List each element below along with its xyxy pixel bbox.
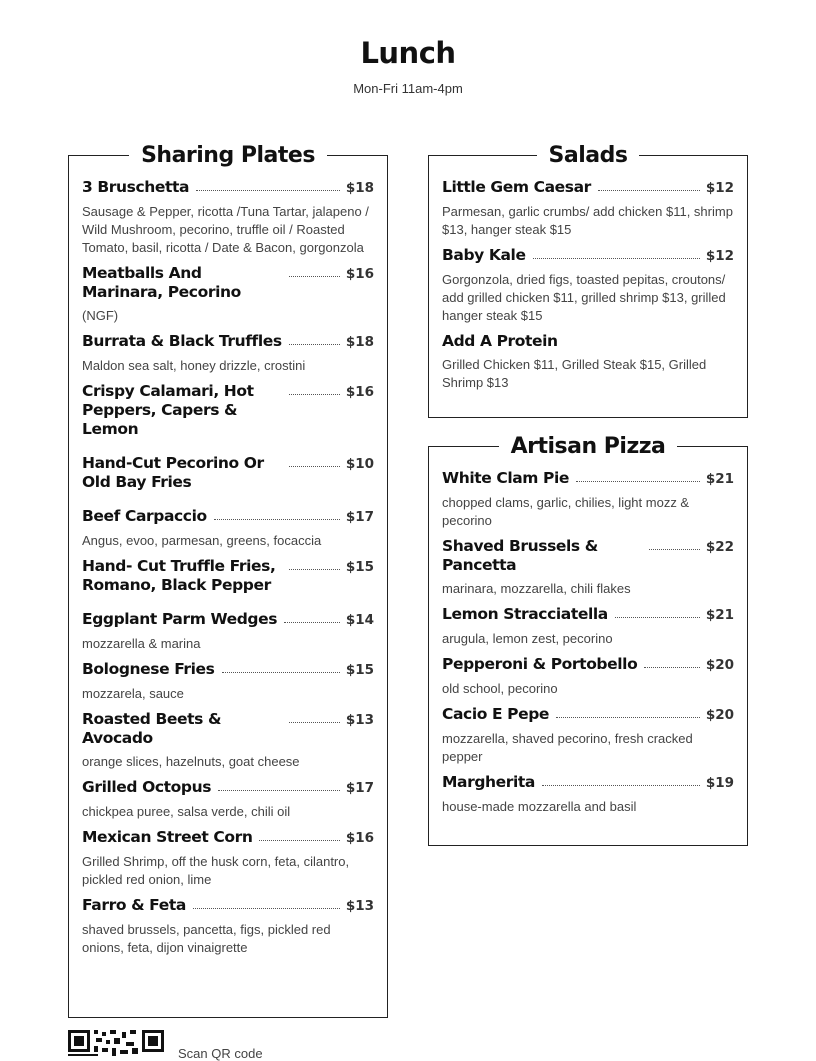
artisan-pizza-list [442, 469, 734, 816]
menu-item-description: mozzarella & marina [82, 636, 201, 651]
menu-item [82, 710, 374, 771]
menu-item-price: $16 [345, 384, 374, 400]
menu-item-description: Parmesan, garlic crumbs/ add chicken $11, shrimp $13, hanger steak $15 [442, 204, 733, 237]
menu-item-description: Grilled Chicken $11, Grilled Steak $15, Grilled Shrimp $13 [442, 357, 707, 390]
dot-leader [615, 605, 700, 618]
menu-item-description: chickpea puree, salsa verde, chili oil [82, 804, 291, 819]
menu-item-description: chopped clams, garlic, chilies, light mozz & pecorino [442, 495, 690, 528]
menu-item-row [82, 778, 374, 798]
menu-item-price: $16 [345, 830, 374, 846]
menu-item-description: marinara, mozzarella, chili flakes [442, 581, 631, 596]
salads-list [442, 178, 734, 392]
menu-item-price: $10 [345, 456, 374, 472]
menu-item-name: Hand- Cut Truffle Fries, Romano, Black Pepper [82, 557, 276, 594]
menu-item-name: Add A Protein [442, 332, 558, 350]
dot-leader [289, 264, 340, 277]
dot-leader [289, 710, 340, 723]
menu-item-row [442, 655, 734, 675]
dot-leader [533, 246, 700, 259]
menu-item [82, 178, 374, 257]
menu-item-name: Shaved Brussels & Pancetta [442, 537, 598, 574]
menu-item-row [82, 828, 374, 848]
menu-item-description: arugula, lemon zest, pecorino [442, 631, 613, 646]
menu-item-row [82, 264, 374, 302]
menu-item [82, 382, 374, 439]
section-heading [69, 141, 387, 171]
dot-leader [193, 896, 340, 909]
menu-item-description: house-made mozzarella and basil [442, 799, 637, 814]
menu-item-name: Margherita [442, 773, 535, 791]
qr-code-icon[interactable] [68, 1030, 164, 1056]
artisan-pizza-section [428, 434, 748, 846]
menu-item-description: old school, pecorino [442, 681, 558, 696]
menu-item-row [442, 705, 734, 725]
menu-item-row [82, 710, 374, 748]
menu-item-price: $17 [345, 509, 374, 525]
menu-item-row [442, 773, 734, 793]
menu-item-price: $13 [345, 712, 374, 728]
menu-item-row [82, 507, 374, 527]
menu-item [82, 454, 374, 492]
artisan-pizza-heading: Artisan Pizza [499, 434, 678, 459]
menu-item-row [82, 178, 374, 198]
menu-item-price: $21 [705, 607, 734, 623]
menu-item [82, 828, 374, 889]
menu-item [442, 705, 734, 766]
menu-item-row [442, 178, 734, 198]
qr-code-label: Scan QR code [178, 1046, 263, 1061]
dot-leader [284, 610, 340, 623]
dot-leader [222, 660, 340, 673]
menu-item-name: White Clam Pie [442, 469, 570, 487]
menu-item [82, 507, 374, 550]
dot-leader [218, 778, 340, 791]
menu-item [82, 660, 374, 703]
menu-item-name: Meatballs And Marinara, Pecorino [82, 264, 241, 301]
menu-item [82, 264, 374, 325]
menu-item-price: $12 [705, 180, 734, 196]
menu-item-price: $15 [345, 559, 374, 575]
dot-leader [289, 454, 340, 467]
dot-leader [598, 178, 700, 191]
menu-item [442, 332, 734, 392]
section-heading [429, 141, 747, 171]
menu-item-row [442, 332, 734, 351]
menu-item [442, 178, 734, 239]
menu-item-row [82, 382, 374, 439]
menu-item [82, 610, 374, 653]
menu-item-description: mozzarella, shaved pecorino, fresh cracked pepper [442, 731, 693, 764]
menu-item-price: $19 [705, 775, 734, 791]
menu-item-name: Farro & Feta [82, 896, 186, 914]
menu-item-price: $20 [705, 707, 734, 723]
menu-item-row [82, 610, 374, 630]
dot-leader [644, 655, 699, 668]
menu-item-row [442, 537, 734, 575]
menu-item-row [82, 557, 374, 595]
menu-item-row [82, 454, 374, 492]
menu-item-description: shaved brussels, pancetta, figs, pickled red onions, feta, dijon vinaigrette [82, 922, 331, 955]
dot-leader [542, 773, 700, 786]
menu-item-price: $18 [345, 180, 374, 196]
menu-item-description: orange slices, hazelnuts, goat cheese [82, 754, 300, 769]
sharing-plates-list [82, 178, 374, 957]
menu-item-row [82, 660, 374, 680]
menu-item-price: $18 [345, 334, 374, 350]
menu-item-description: Grilled Shrimp, off the husk corn, feta, cilantro, pickled red onion, lime [82, 854, 350, 887]
menu-item-name: Hand-Cut Pecorino Or Old Bay Fries [82, 454, 264, 491]
menu-item-name: Pepperoni & Portobello [442, 655, 638, 673]
menu-item-description: Sausage & Pepper, ricotta /Tuna Tartar, jalapeno / Wild Mushroom, pecorino, truffle oil / Roasted Tomato, basil, ricotta / Date & Bacon, gorgonzola [82, 204, 369, 255]
menu-item [442, 605, 734, 648]
salads-section [428, 143, 748, 418]
menu-item-description: Angus, evoo, parmesan, greens, focaccia [82, 533, 322, 548]
sharing-plates-heading: Sharing Plates [129, 143, 327, 168]
menu-item-row [442, 246, 734, 266]
menu-item-name: Beef Carpaccio [82, 507, 207, 525]
menu-item-row [82, 332, 374, 352]
dot-leader [289, 382, 340, 395]
menu-item [442, 246, 734, 325]
dot-leader [289, 557, 340, 570]
menu-item-price: $15 [345, 662, 374, 678]
menu-item-price: $21 [705, 471, 734, 487]
menu-item [82, 332, 374, 375]
menu-item-row [442, 605, 734, 625]
menu-item [442, 537, 734, 598]
menu-item-name: Cacio E Pepe [442, 705, 550, 723]
menu-item [442, 773, 734, 816]
menu-item-name: Burrata & Black Truffles [82, 332, 282, 350]
menu-item-price: $14 [345, 612, 374, 628]
menu-item [442, 655, 734, 698]
menu-item-name: Bolognese Fries [82, 660, 215, 678]
dot-leader [649, 537, 700, 550]
sharing-plates-section [68, 143, 388, 1018]
menu-item-name: Baby Kale [442, 246, 526, 264]
menu-item-price: $12 [705, 248, 734, 264]
menu-item-price: $16 [345, 266, 374, 282]
menu-item [82, 557, 374, 595]
menu-item-name: Grilled Octopus [82, 778, 212, 796]
dot-leader [196, 178, 340, 191]
menu-item-name: Crispy Calamari, Hot Peppers, Capers & Lemon [82, 382, 254, 438]
menu-hours: Mon-Fri 11am-4pm [353, 81, 463, 96]
dot-leader [576, 469, 700, 482]
menu-item-price: $17 [345, 780, 374, 796]
menu-item-name: Roasted Beets & Avocado [82, 710, 222, 747]
dot-leader [259, 828, 339, 841]
menu-item [82, 896, 374, 957]
menu-item-price: $20 [705, 657, 734, 673]
menu-item [442, 469, 734, 530]
dot-leader [289, 332, 340, 345]
menu-item-description: Maldon sea salt, honey drizzle, crostini [82, 358, 306, 373]
menu-item-name: Eggplant Parm Wedges [82, 610, 278, 628]
menu-item-row [442, 469, 734, 489]
menu-title: Lunch [360, 36, 456, 70]
dot-leader [214, 507, 340, 520]
menu-item-description: mozzarela, sauce [82, 686, 184, 701]
menu-item-description: Gorgonzola, dried figs, toasted pepitas, croutons/ add grilled chicken $11, grilled shrimp $13, grilled hanger steak $15 [442, 272, 726, 323]
menu-item-name: Little Gem Caesar [442, 178, 591, 196]
menu-item [82, 778, 374, 821]
dot-leader [556, 705, 700, 718]
menu-item-price: $13 [345, 898, 374, 914]
menu-item-name: 3 Bruschetta [82, 178, 190, 196]
menu-item-row [82, 896, 374, 916]
salads-heading: Salads [537, 143, 640, 168]
menu-item-name: Lemon Stracciatella [442, 605, 608, 623]
menu-item-name: Mexican Street Corn [82, 828, 253, 846]
section-heading [429, 432, 747, 462]
menu-item-price: $22 [705, 539, 734, 555]
menu-item-description: (NGF) [82, 308, 119, 323]
